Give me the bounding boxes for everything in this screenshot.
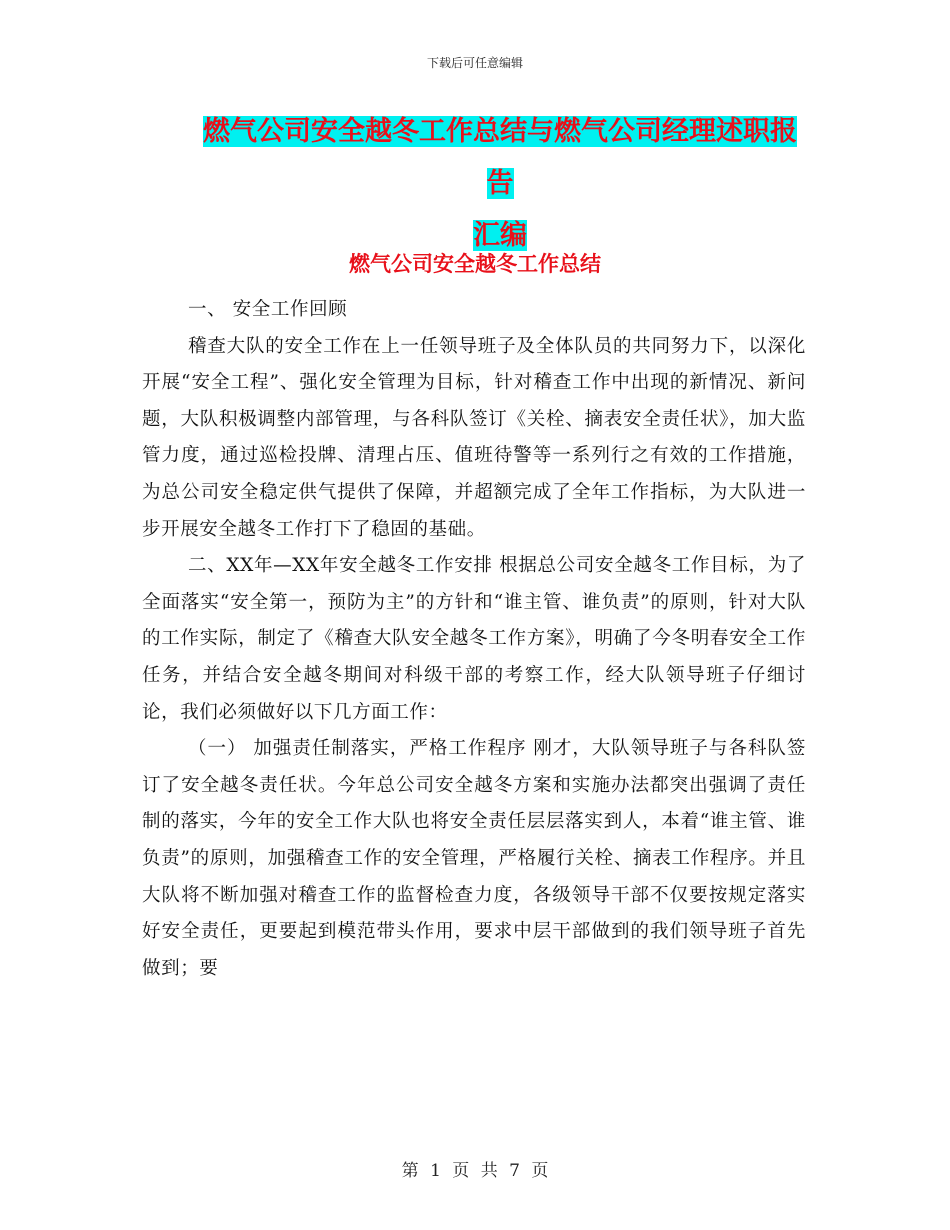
body-text <box>142 292 806 987</box>
heading-safety-review: 一、 安全工作回顾 <box>188 299 348 320</box>
section-title: 燃气公司安全越冬工作总结 <box>349 252 601 276</box>
document-title-line-2: 汇编 <box>473 220 527 251</box>
document-title-line-1: 燃气公司安全越冬工作总结与燃气公司经理述职报告 <box>203 116 797 199</box>
paragraph-responsibility: （一） 加强责任制落实，严格工作程序 刚才，大队领导班子与各科队签订了安全越冬责任状。今年总公司安全越冬方案和实施办法都突出强调了责任制的落实，今年的安全工作大队也将安全责任层层落实到人，本着“谁主管、谁负责”的原则，加强稽查工作的安全管理，严格履行关栓、摘表工作程序。并且大队将不断加强对稽查工作的监督检查力度，各级领导干部不仅要按规定落实好安全责任，更要起到模范带头作用，要求中层干部做到的我们领导班子首先做到；要 <box>142 738 806 979</box>
document-title <box>190 106 810 262</box>
paragraph-review: 稽查大队的安全工作在上一任领导班子及全体队员的共同努力下，以深化开展“安全工程”、强化安全管理为目标，针对稽查工作中出现的新情况、新问题，大队积极调整内部管理，与各科队签订《关栓、摘表安全责任状》，加大监管力度，通过巡检投牌、清理占压、值班待警等一系列行之有效的工作措施，为总公司安全稳定供气提供了保障，并超额完成了全年工作指标，为大队进一步开展安全越冬工作打下了稳固的基础。 <box>142 335 806 540</box>
page-footer: 第 1 页 共 7 页 <box>401 1161 549 1181</box>
paragraph-arrangement: 二、XX年—XX年安全越冬工作安排 根据总公司安全越冬工作目标，为了全面落实“安全第一，预防为主”的方针和“谁主管、谁负责”的原则，针对大队的工作实际，制定了《稽查大队安全越冬工作方案》，明确了今冬明春安全工作任务，并结合安全越冬期间对科级干部的考察工作，经大队领导班子仔细讨论，我们必须做好以下几方面工作： <box>142 555 806 723</box>
header-note: 下载后可任意编辑 <box>426 56 523 70</box>
